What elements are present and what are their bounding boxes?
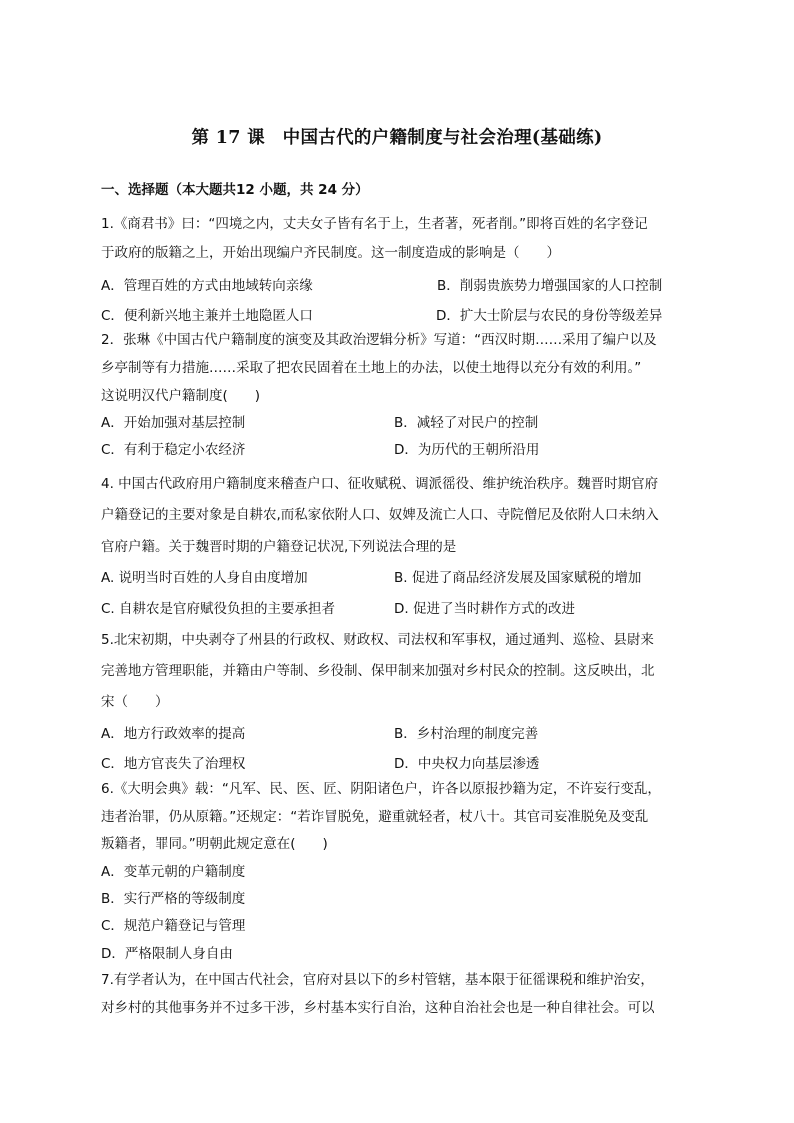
q4-option-d: D. 促进了当时耕作方式的改进 — [394, 601, 575, 617]
q4-stem-line-2: 户籍登记的主要对象是自耕农,而私家依附人口、奴婢及流亡人口、寺院僧尼及依附人口未纳入 — [101, 507, 659, 523]
q5-stem-line-2: 完善地方管理职能，并籍由户等制、乡役制、保甲制来加强对乡村民众的控制。这反映出，北 — [101, 663, 655, 679]
q6-option-b: B．实行严格的等级制度 — [101, 891, 246, 907]
q4-stem-line-3: 官府户籍。关于魏晋时期的户籍登记状况,下列说法合理的是 — [101, 539, 457, 555]
q1-option-b: B．削弱贵族势力增强国家的人口控制 — [437, 278, 663, 294]
q4-option-c: C. 自耕农是官府赋役负担的主要承担者 — [101, 601, 336, 617]
q5-option-a: A．地方行政效率的提高 — [101, 726, 246, 742]
section-heading: 一、选择题（本大题共12 小题，共 24 分） — [101, 182, 369, 198]
q6-option-c: C．规范户籍登记与管理 — [101, 918, 246, 934]
q1-option-a: A．管理百姓的方式由地域转向亲缘 — [101, 278, 313, 294]
q5-option-d: D．中央权力向基层渗透 — [394, 756, 540, 772]
q5-option-b: B．乡村治理的制度完善 — [394, 726, 539, 742]
q2-option-b: B．减轻了对民户的控制 — [394, 415, 539, 431]
q6-stem-line-2: 违者治罪，仍从原籍。”还规定：“若诈冒脱免，避重就轻者，杖八十。其官司妄准脱免及变乱 — [101, 809, 649, 825]
q2-option-d: D．为历代的王朝所沿用 — [394, 442, 540, 458]
q6-stem-line-3: 叛籍者，罪同。”明朝此规定意在( ) — [101, 836, 328, 852]
q2-option-a: A．开始加强对基层控制 — [101, 415, 246, 431]
q2-stem-line-3: 这说明汉代户籍制度( ) — [101, 388, 261, 404]
q2-stem-line-1: 2．张琳《中国古代户籍制度的演变及其政治逻辑分析》写道：“西汉时期……采用了编户以及 — [101, 332, 657, 348]
q4-stem-line-1: 4. 中国古代政府用户籍制度来稽查户口、征收赋税、调派徭役、维护统治秩序。魏晋时期官府 — [101, 476, 659, 492]
q5-stem-line-3: 宋（ ） — [101, 694, 169, 710]
q6-option-a: A．变革元朝的户籍制度 — [101, 864, 246, 880]
q1-option-c: C．便利新兴地主兼并土地隐匿人口 — [101, 308, 313, 324]
q1-stem-line-1: 1.《商君书》曰：“四境之内，丈夫女子皆有名于上，生者著，死者削。”即将百姓的名字登记 — [101, 216, 648, 232]
q7-stem-line-2: 对乡村的其他事务并不过多干涉，乡村基本实行自治，这种自治社会也是一种自律社会。可以 — [101, 1000, 655, 1016]
q2-stem-line-2: 乡亭制等有力措施……采取了把农民固着在土地上的办法，以使土地得以充分有效的利用。” — [101, 360, 642, 376]
q4-option-a: A. 说明当时百姓的人身自由度增加 — [101, 570, 308, 586]
q1-option-d: D．扩大士阶层与农民的身份等级差异 — [436, 308, 663, 324]
q6-stem-line-1: 6.《大明会典》载：“凡军、民、医、匠、阴阳诸色户，许各以原报抄籍为定，不许妄行变乱， — [101, 781, 661, 797]
page-title: 第 17 课 中国古代的户籍制度与社会治理(基础练) — [191, 128, 603, 148]
q7-stem-line-1: 7.有学者认为，在中国古代社会，官府对县以下的乡村管辖，基本限于征徭课税和维护治安， — [101, 972, 654, 988]
q6-option-d: D．严格限制人身自由 — [101, 946, 233, 962]
q1-stem-line-2: 于政府的版籍之上，开始出现编户齐民制度。这一制度造成的影响是（ ） — [101, 245, 560, 261]
q4-option-b: B. 促进了商品经济发展及国家赋税的增加 — [394, 570, 642, 586]
q2-option-c: C．有利于稳定小农经济 — [101, 442, 246, 458]
q5-option-c: C．地方官丧失了治理权 — [101, 756, 246, 772]
q5-stem-line-1: 5.北宋初期，中央剥夺了州县的行政权、财政权、司法权和军事权，通过通判、巡检、县尉来 — [101, 632, 654, 648]
